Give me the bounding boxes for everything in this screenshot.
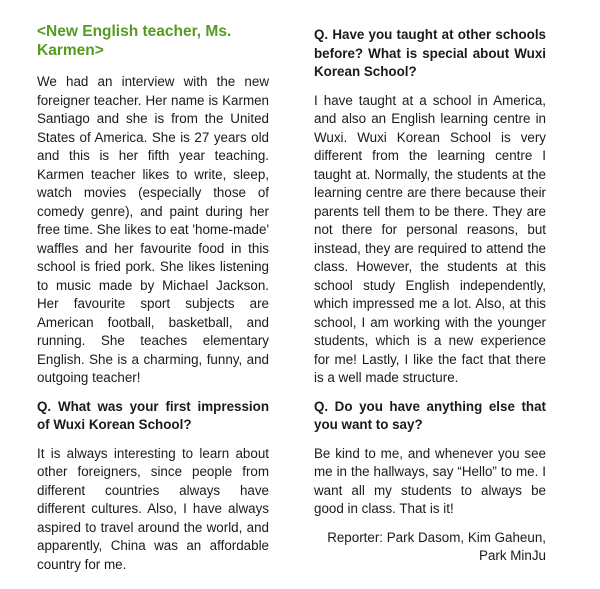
question-3: Q. Do you have anything else that you want to say? bbox=[314, 398, 546, 432]
reporter-byline bbox=[314, 529, 546, 566]
left-column bbox=[37, 22, 269, 589]
answer-1: It is always interesting to learn about other foreigners, since people from different countries always have different cultures. Also, I have always aspired to travel around the world, and apparently, China was an affordable country for me. bbox=[37, 445, 269, 572]
answer-3: Be kind to me, and whenever you see me in the hallways, say “Hello” to me. I want all my students to always be good in class. That is it! bbox=[314, 445, 546, 516]
question-2: Q. Have you taught at other schools before? What is special about Wuxi Korean School? bbox=[314, 27, 546, 79]
question-1: Q. What was your first impression of Wuxi Korean School? bbox=[37, 398, 269, 432]
article-title: <New English teacher, Ms. Karmen> bbox=[37, 23, 232, 59]
answer-2: I have taught at a school in America, and also an English learning centre in Wuxi. Wuxi Korean School is very different from the learning centre I taught at. Normally, the students at the learning centre are there because their parents tell them to be there. They are not there for personal reasons, but instead, they are required to attend the class. However, the students at this school study English independently, which impressed me a lot. Also, at this school, I am working with the younger students, which is a new experience for me! Lastly, I like the fact that there is a well made structure. bbox=[314, 92, 546, 385]
reporter-byline-line-1: Reporter: Park Dasom, Kim Gaheun, bbox=[327, 529, 546, 545]
right-column bbox=[314, 22, 546, 589]
intro-paragraph: We had an interview with the new foreigner teacher. Her name is Karmen Santiago and she is from the United States of America. She is 27 years old and this is her fifth year teaching. Karmen teacher likes to write, sleep, watch movies (especially those of comedy genre), and paint during her free time. She likes to eat 'home-made' waffles and her favourite food in this school is fried pork. She likes listening to music made by Michael Jackson. Her favourite sport subjects are American football, basketball, and running. She teaches elementary English. She is a charming, funny, and outgoing teacher! bbox=[37, 74, 269, 385]
reporter-byline-line-2: Park MinJu bbox=[479, 548, 546, 563]
